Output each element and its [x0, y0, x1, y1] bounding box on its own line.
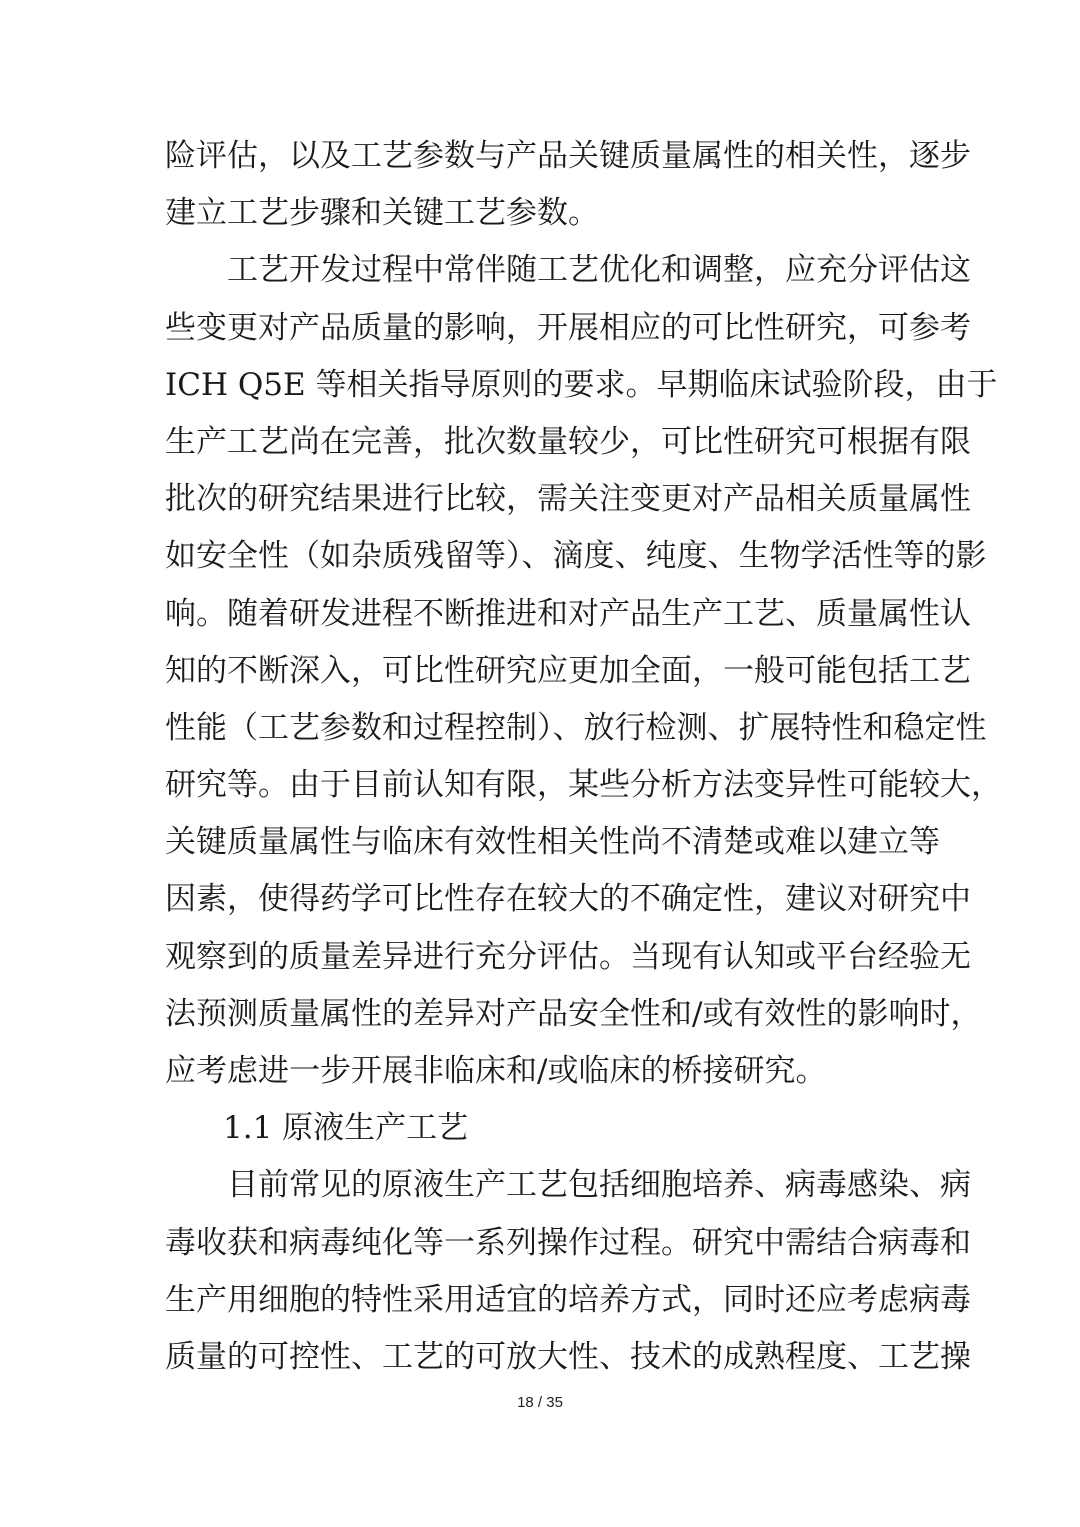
text-line: 工艺开发过程中常伴随工艺优化和调整，应充分评估这 [227, 252, 971, 289]
text-line: 应考虑进一步开展非临床和/或临床的桥接研究。 [165, 1053, 827, 1089]
text-line: 研究等。由于目前认知有限，某些分析方法变异性可能较大， [165, 767, 1002, 804]
body-text [165, 128, 1002, 1386]
text-line: ICH Q5E 等相关指导原则的要求。早期临床试验阶段，由于 [165, 366, 998, 403]
text-line: 如安全性（如杂质残留等）、滴度、纯度、生物学活性等的影 [165, 538, 987, 575]
text-line: 些变更对产品质量的影响，开展相应的可比性研究，可参考 [165, 309, 971, 346]
text-line: 观察到的质量差异进行充分评估。当现有认知或平台经验无 [165, 938, 971, 975]
text-line: 建立工艺步骤和关键工艺参数。 [165, 195, 599, 232]
section-heading: 1.1 原液生产工艺 [223, 1110, 469, 1147]
text-line: 响。随着研发进程不断推进和对产品生产工艺、质量属性认 [165, 595, 971, 632]
text-line: 关键质量属性与临床有效性相关性尚不清楚或难以建立等 [165, 824, 940, 861]
text-line: 法预测质量属性的差异对产品安全性和/或有效性的影响时， [165, 995, 982, 1032]
text-line: 批次的研究结果进行比较，需关注变更对产品相关质量属性 [165, 481, 971, 518]
text-line: 生产用细胞的特性采用适宜的培养方式，同时还应考虑病毒 [165, 1281, 971, 1318]
text-line: 性能（工艺参数和过程控制）、放行检测、扩展特性和稳定性 [165, 709, 987, 746]
text-line: 因素，使得药学可比性存在较大的不确定性，建议对研究中 [165, 881, 971, 918]
text-line: 知的不断深入，可比性研究应更加全面，一般可能包括工艺 [165, 652, 971, 689]
page-number: 18 / 35 [517, 1394, 563, 1411]
text-line: 质量的可控性、工艺的可放大性、技术的成熟程度、工艺操 [165, 1338, 971, 1375]
text-line: 毒收获和病毒纯化等一系列操作过程。研究中需结合病毒和 [165, 1224, 971, 1261]
text-line: 险评估，以及工艺参数与产品关键质量属性的相关性，逐步 [165, 138, 971, 174]
text-line: 目前常见的原液生产工艺包括细胞培养、病毒感染、病 [227, 1167, 971, 1204]
text-line: 生产工艺尚在完善，批次数量较少，可比性研究可根据有限 [165, 423, 971, 460]
